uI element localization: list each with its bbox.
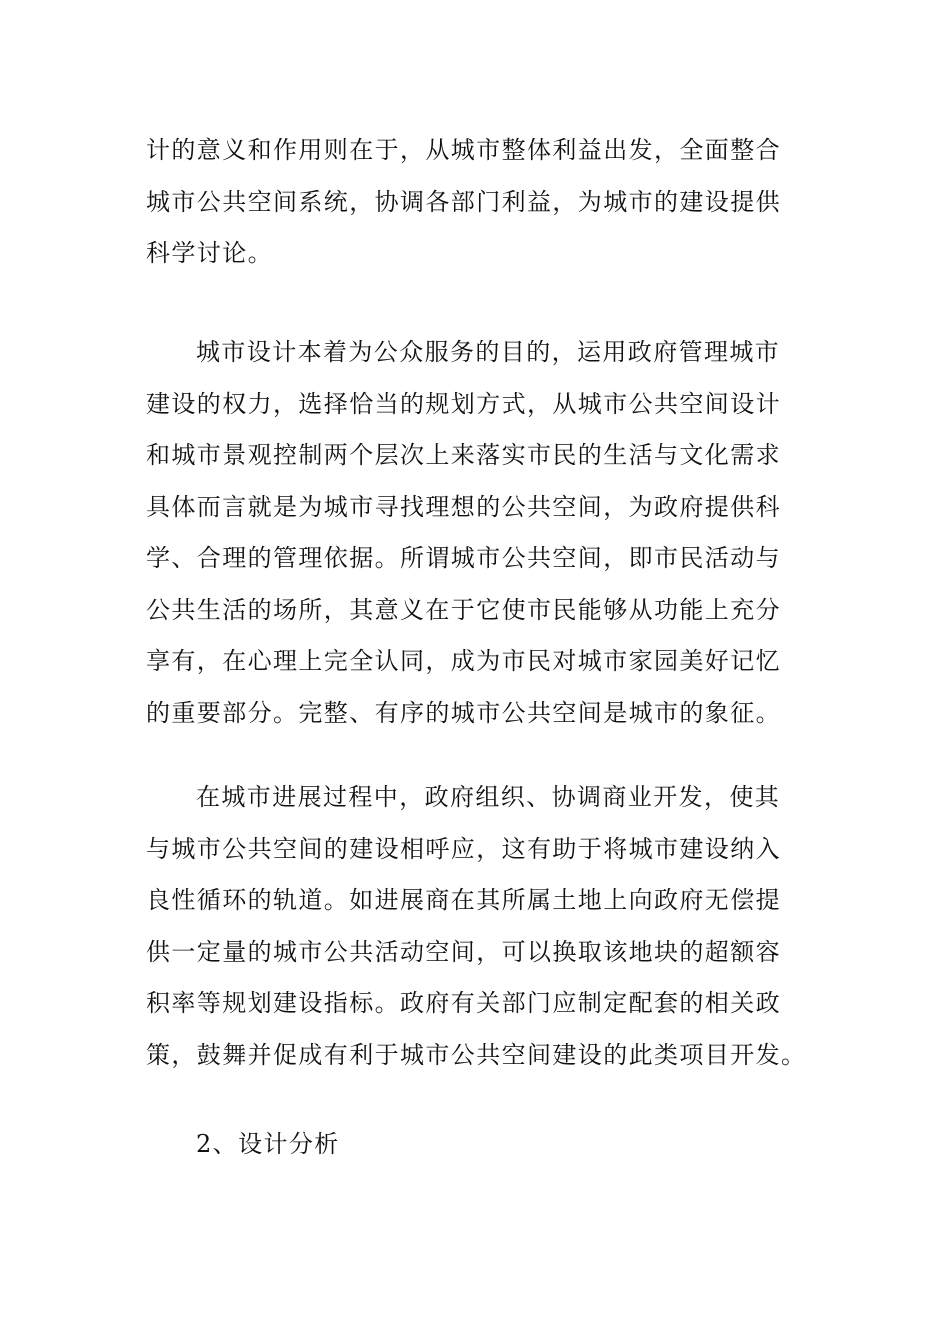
text-line: 建设的权力，选择恰当的规划方式，从城市公共空间设计 [146, 389, 781, 418]
text-line: 享有，在心理上完全认同，成为市民对城市家园美好记忆 [146, 647, 781, 675]
paragraph-urban-design [146, 327, 806, 739]
text-line: 公共生活的场所，其意义在于它使市民能够从功能上充分 [146, 595, 781, 624]
text-line: 策，鼓舞并促成有利于城市公共空间建设的此类项目开发。 [146, 1040, 807, 1069]
text-line: 积率等规划建设指标。政府有关部门应制定配套的相关政 [146, 989, 781, 1017]
text-line: 城市公共空间系统，协调各部门利益，为城市的建设提供 [146, 187, 781, 216]
paragraph-city-development [146, 772, 806, 1081]
text-line: 科学讨论。 [146, 239, 273, 267]
text-line: 学、合理的管理依据。所谓城市公共空间，即市民活动与 [146, 544, 781, 572]
paragraph-continuation [146, 125, 806, 280]
section-heading-text: 2、设计分析 [196, 1130, 340, 1158]
text-line: 良性循环的轨道。如进展商在其所属土地上向政府无偿提 [146, 886, 781, 914]
text-line: 供一定量的城市公共活动空间，可以换取该地块的超额容 [146, 937, 781, 966]
section-heading [146, 1119, 806, 1171]
text-line: 计的意义和作用则在于，从城市整体利益出发，全面整合 [146, 136, 781, 164]
text-line: 和城市景观控制两个层次上来落实市民的生活与文化需求 [146, 441, 781, 469]
text-line: 与城市公共空间的建设相呼应，这有助于将城市建设纳入 [146, 834, 781, 863]
text-line: 城市设计本着为公众服务的目的，运用政府管理城市 [196, 338, 781, 366]
text-line: 在城市进展过程中，政府组织、协调商业开发，使其 [196, 783, 781, 811]
text-line: 具体而言就是为城市寻找理想的公共空间，为政府提供科 [146, 492, 781, 521]
text-line: 的重要部分。完整、有序的城市公共空间是城市的象征。 [146, 698, 781, 727]
